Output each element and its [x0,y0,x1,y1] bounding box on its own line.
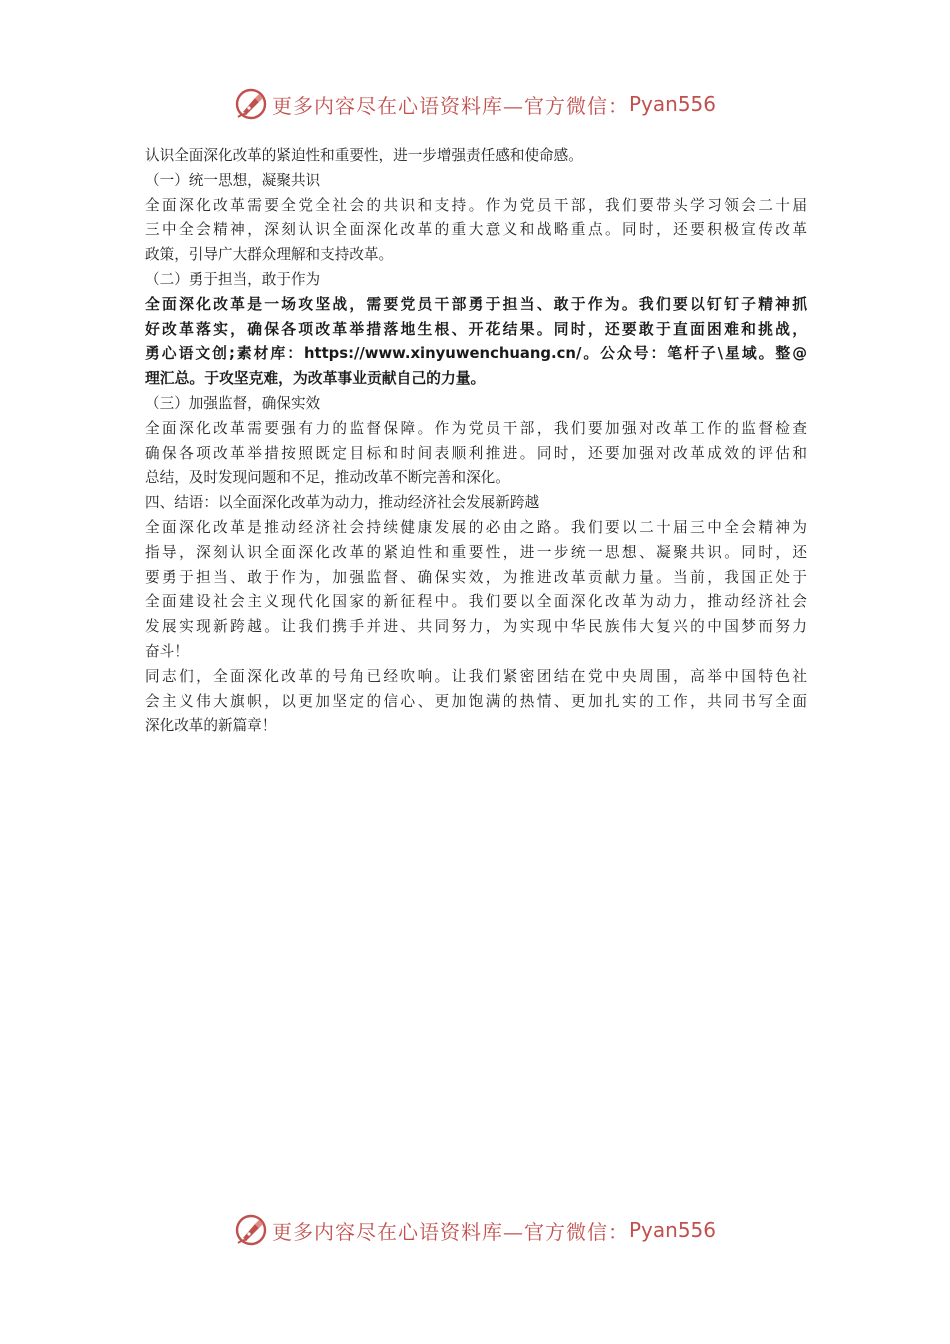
text-line: 全面深化改革需要全党全社会的共识和支持。作为党员干部，我们要带头学习领会二十届 [145,196,807,214]
banner-text: 更多内容尽在心语资料库—官方微信： [271,1219,629,1244]
text-line: 勇心语文创;素材库：https://www.xinyuwenchuang.cn/。公众号：笔杆子\星域。整@ [145,345,807,363]
text-line: 要勇于担当、敢于作为，加强监督、确保实效，为推进改革贡献力量。当前，我国正处于 [145,568,807,586]
banner-wechat-id: Pyan556 [628,1218,716,1242]
text-line: 全面深化改革需要强有力的监督保障。作为党员干部，我们要加强对改革工作的监督检查 [145,419,807,437]
section-heading [145,491,807,516]
text-line: 理汇总。于攻坚克难，为改革事业贡献自己的力量。 [145,370,486,388]
text-line: 全面建设社会主义现代化国家的新征程中。我们要以全面深化改革为动力，推动经济社会 [145,593,807,611]
text-line: （三）加强监督，确保实效 [145,394,321,412]
pen-nib-logo-icon [234,1213,268,1247]
paragraph [145,144,807,169]
text-line: 四、结语：以全面深化改革为动力，推动经济社会发展新跨越 [145,494,540,512]
section-heading [145,169,807,194]
paragraph [145,194,807,268]
banner-text: 更多内容尽在心语资料库—官方微信： [271,93,629,118]
footer-watermark-banner [0,1210,950,1250]
text-line: 总结，及时发现问题和不足，推动改革不断完善和深化。 [145,469,510,487]
paragraph-bold [145,293,807,392]
text-line: 同志们，全面深化改革的号角已经吹响。让我们紧密团结在党中央周围，高举中国特色社 [145,667,807,685]
paragraph [145,516,807,665]
section-heading [145,268,807,293]
text-line: 三中全会精神，深刻认识全面深化改革的重大意义和战略重点。同时，还要积极宣传改革 [145,221,807,239]
text-line: 确保各项改革举措按照既定目标和时间表顺利推进。同时，还要加强对改革成效的评估和 [145,444,807,462]
header-watermark-banner [0,84,950,124]
pen-nib-logo-icon [234,87,268,121]
paragraph [145,417,807,491]
text-line: （一）统一思想，凝聚共识 [145,171,321,189]
paragraph [145,665,807,739]
text-line: 全面深化改革是一场攻坚战，需要党员干部勇于担当、敢于作为。我们要以钉钉子精神抓 [145,295,807,313]
text-line: 深化改革的新篇章！ [145,717,277,735]
text-line: 认识全面深化改革的紧迫性和重要性，进一步增强责任感和使命感。 [145,147,583,164]
text-line: 奋斗！ [145,642,189,660]
text-line: （二）勇于担当，敢于作为 [145,270,321,288]
text-line: 政策，引导广大群众理解和支持改革。 [145,246,394,264]
text-line: 好改革落实，确保各项改革举措落地生根、开花结果。同时，还要敢于直面困难和挑战， [145,320,807,338]
banner-wechat-id: Pyan556 [628,92,716,116]
text-line: 指导，深刻认识全面深化改革的紧迫性和重要性，进一步统一思想、凝聚共识。同时，还 [145,543,807,561]
document-body [145,144,807,739]
text-line: 发展实现新跨越。让我们携手并进、共同努力，为实现中华民族伟大复兴的中国梦而努力 [145,618,807,636]
text-line: 会主义伟大旗帜，以更加坚定的信心、更加饱满的热情、更加扎实的工作，共同书写全面 [145,692,807,710]
text-line: 全面深化改革是推动经济社会持续健康发展的必由之路。我们要以二十届三中全会精神为 [145,518,807,536]
section-heading [145,392,807,417]
